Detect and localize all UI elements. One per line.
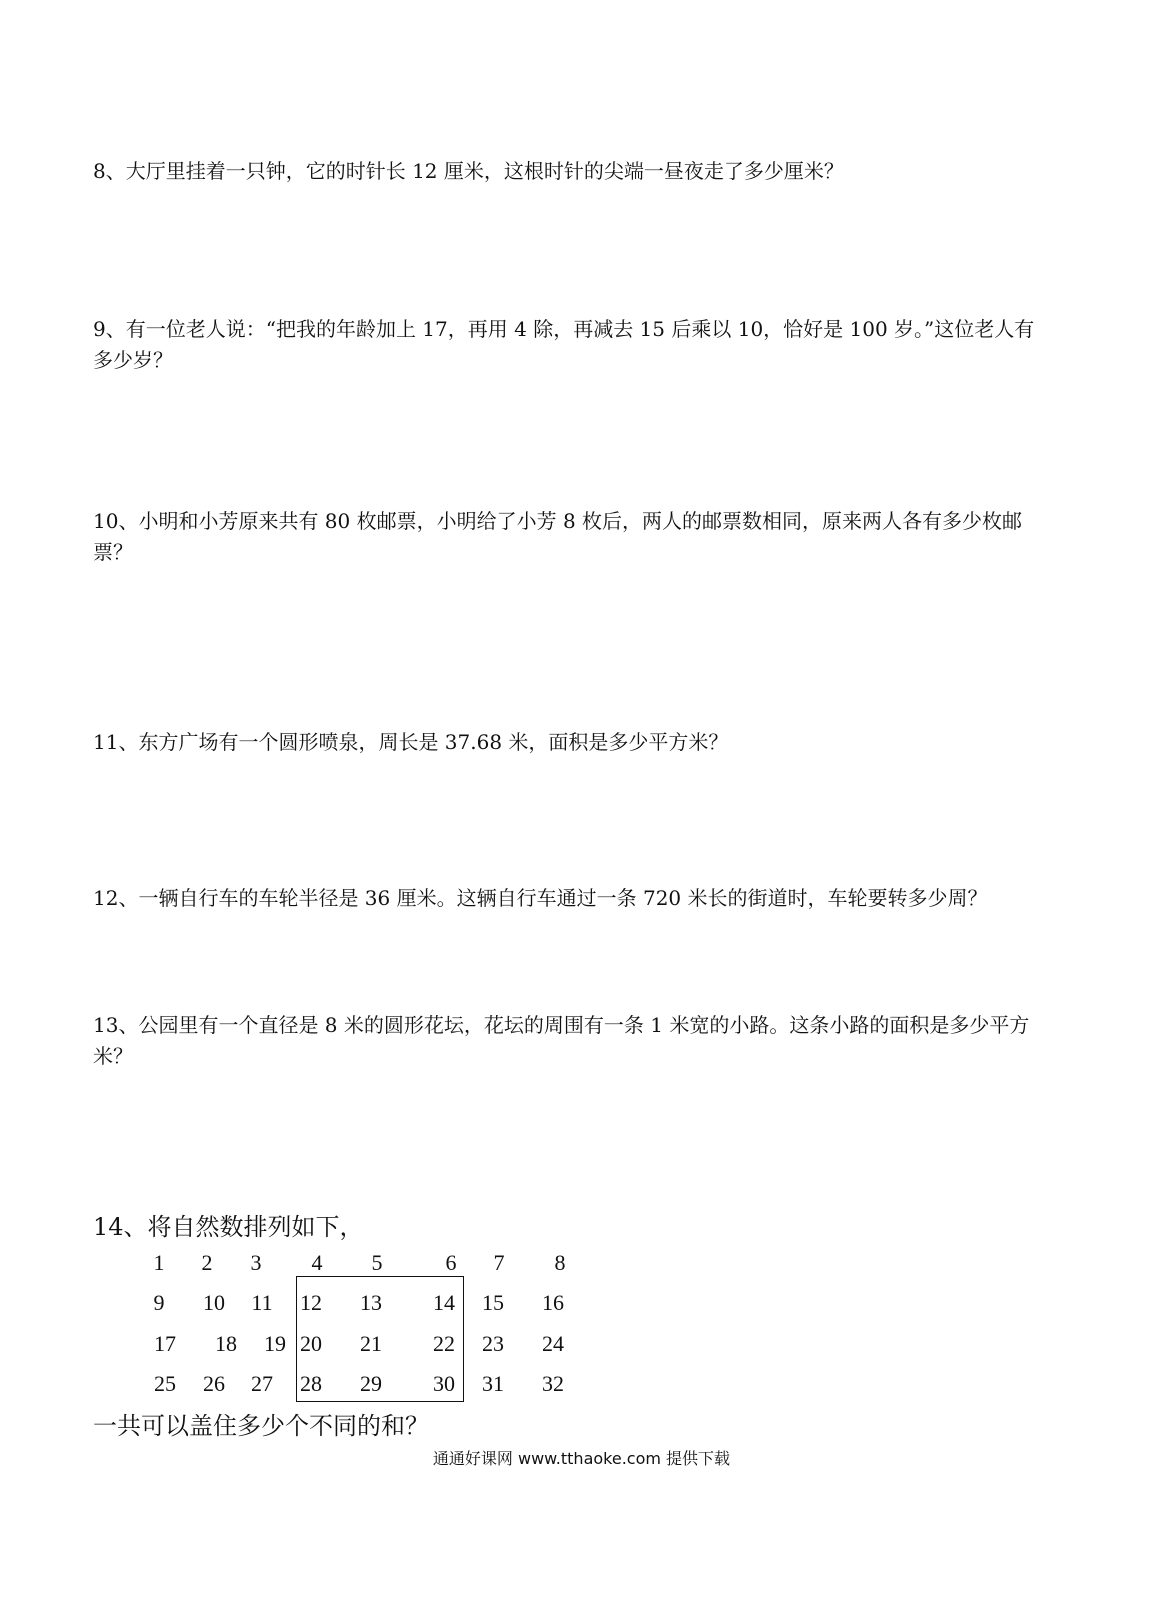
grid-cell: 29 xyxy=(360,1371,382,1396)
grid-cell: 1 xyxy=(153,1250,165,1275)
grid-cell: 7 xyxy=(493,1250,505,1275)
grid-cell: 24 xyxy=(542,1331,564,1356)
grid-cell: 15 xyxy=(482,1290,504,1315)
grid-cell: 18 xyxy=(215,1331,237,1356)
grid-cell: 31 xyxy=(482,1371,504,1396)
grid-cell: 10 xyxy=(203,1290,225,1315)
grid-cell: 8 xyxy=(554,1250,566,1275)
grid-cell: 26 xyxy=(203,1371,225,1396)
grid-cell: 23 xyxy=(482,1331,504,1356)
grid-cell: 6 xyxy=(445,1250,457,1275)
grid-cell: 21 xyxy=(360,1331,382,1356)
grid-cell: 11 xyxy=(251,1290,273,1315)
grid-cell: 27 xyxy=(251,1371,273,1396)
question-9: 9、有一位老人说：“把我的年龄加上 17，再用 4 除，再减去 15 后乘以 10，恰好是 100 岁。”这位老人有多少岁？ xyxy=(93,317,1035,372)
question-11: 11、东方广场有一个圆形喷泉，周长是 37.68 米，面积是多少平方米？ xyxy=(93,730,729,754)
grid-cell: 5 xyxy=(371,1250,383,1275)
question-10: 10、小明和小芳原来共有 80 枚邮票，小明给了小芳 8 枚后，两人的邮票数相同，原来两人各有多少枚邮票？ xyxy=(93,509,1023,564)
grid-cell: 32 xyxy=(542,1371,564,1396)
footer-source: 通通好课网 www.tthaoke.com 提供下载 xyxy=(432,1449,731,1468)
question-8: 8、大厅里挂着一只钟，它的时针长 12 厘米，这根时针的尖端一昼夜走了多少厘米？ xyxy=(93,159,844,183)
grid-cell: 13 xyxy=(360,1290,382,1315)
grid-cell: 30 xyxy=(433,1371,455,1396)
grid-cell: 20 xyxy=(300,1331,322,1356)
grid-cell: 17 xyxy=(154,1331,176,1356)
grid-cell: 12 xyxy=(300,1290,322,1315)
grid-cell: 3 xyxy=(250,1250,262,1275)
grid-cell: 16 xyxy=(542,1290,564,1315)
grid-cell: 19 xyxy=(264,1331,286,1356)
grid-cell: 4 xyxy=(311,1250,323,1275)
grid-cell: 25 xyxy=(154,1371,176,1396)
grid-cell: 9 xyxy=(153,1290,165,1315)
question-12: 12、一辆自行车的车轮半径是 36 厘米。这辆自行车通过一条 720 米长的街道时，车轮要转多少周？ xyxy=(93,886,988,910)
grid-cell: 28 xyxy=(300,1371,322,1396)
grid-cell: 14 xyxy=(433,1290,455,1315)
grid-cell: 22 xyxy=(433,1331,455,1356)
question-13: 13、公园里有一个直径是 8 米的圆形花坛，花坛的周围有一条 1 米宽的小路。这条小路的面积是多少平方米？ xyxy=(93,1013,1030,1068)
question-14-prompt: 一共可以盖住多少个不同的和？ xyxy=(93,1412,429,1440)
question-14-title: 14、将自然数排列如下， xyxy=(93,1213,364,1241)
grid-cell: 2 xyxy=(201,1250,213,1275)
selection-frame xyxy=(296,1276,464,1402)
